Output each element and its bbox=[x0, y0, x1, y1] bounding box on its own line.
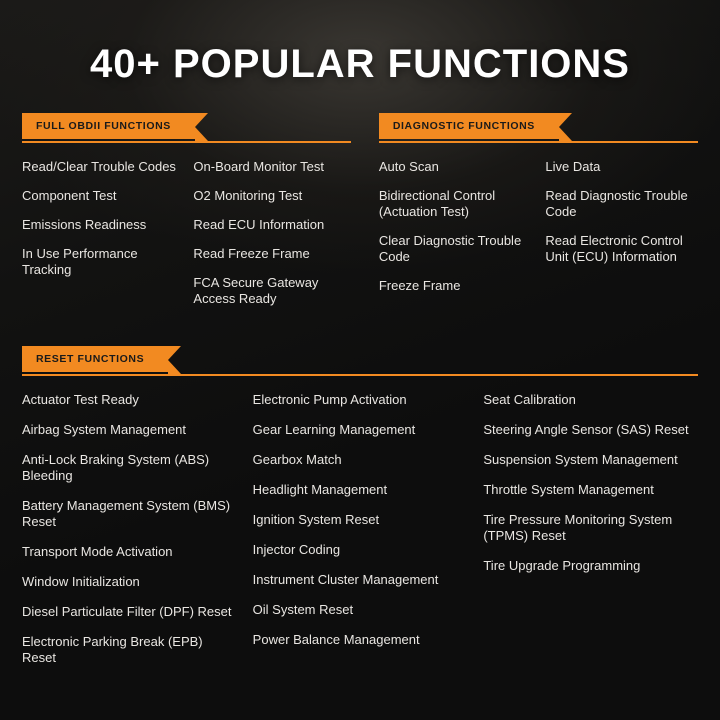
reset-column-2 bbox=[253, 392, 468, 680]
list-item: Anti-Lock Braking System (ABS) Bleeding bbox=[22, 452, 210, 483]
list-item: Gear Learning Management bbox=[252, 422, 416, 437]
list-item: Emissions Readiness bbox=[22, 217, 147, 232]
section-diagnostic-functions bbox=[379, 113, 698, 320]
full-obdii-columns bbox=[22, 159, 351, 320]
list-item: Oil System Reset bbox=[252, 602, 354, 617]
diagnostic-columns bbox=[379, 159, 698, 307]
section-reset-functions bbox=[0, 346, 720, 680]
list-item: Steering Angle Sensor (SAS) Reset bbox=[483, 422, 689, 437]
reset-column-3 bbox=[483, 392, 698, 680]
reset-column-1 bbox=[22, 392, 237, 680]
reset-columns bbox=[22, 392, 698, 680]
section-header-full-obdii bbox=[22, 113, 351, 143]
list-item: Window Initialization bbox=[22, 574, 140, 589]
section-underline-full-obdii bbox=[22, 141, 351, 143]
list-item: Read/Clear Trouble Codes bbox=[22, 159, 176, 174]
list-item: Actuator Test Ready bbox=[22, 392, 139, 407]
list-item: Component Test bbox=[22, 188, 117, 203]
list-item: Electronic Pump Activation bbox=[252, 392, 407, 407]
list-item: Battery Management System (BMS) Reset bbox=[22, 498, 231, 529]
list-item: On-Board Monitor Test bbox=[193, 159, 324, 174]
diagnostic-column-2 bbox=[545, 159, 698, 307]
list-item: Headlight Management bbox=[252, 482, 388, 497]
list-item: Read Electronic Control Unit (ECU) Information bbox=[545, 233, 683, 264]
list-item: Read Diagnostic Trouble Code bbox=[545, 188, 688, 219]
list-item: FCA Secure Gateway Access Ready bbox=[193, 275, 319, 306]
list-item: Suspension System Management bbox=[483, 452, 678, 467]
top-sections bbox=[0, 113, 720, 320]
list-item: Freeze Frame bbox=[378, 278, 461, 293]
list-item: Diesel Particulate Filter (DPF) Reset bbox=[22, 604, 232, 619]
list-item: Ignition System Reset bbox=[252, 512, 380, 527]
list-item: Throttle System Management bbox=[483, 482, 654, 497]
section-full-obdii-functions bbox=[22, 113, 351, 320]
list-item: Tire Upgrade Programming bbox=[483, 558, 641, 573]
list-item: Read ECU Information bbox=[193, 217, 325, 232]
full-obdii-column-2 bbox=[193, 159, 350, 320]
diagnostic-column-1 bbox=[379, 159, 532, 307]
section-label-reset: RESET FUNCTIONS bbox=[22, 346, 168, 372]
section-header-reset bbox=[22, 346, 698, 376]
section-label-diagnostic: DIAGNOSTIC FUNCTIONS bbox=[379, 113, 559, 139]
list-item: Injector Coding bbox=[252, 542, 341, 557]
list-item: Auto Scan bbox=[378, 159, 439, 174]
list-item: Airbag System Management bbox=[22, 422, 187, 437]
list-item: Power Balance Management bbox=[252, 632, 420, 647]
section-underline-diagnostic bbox=[379, 141, 698, 143]
list-item: Read Freeze Frame bbox=[193, 246, 310, 261]
list-item: Bidirectional Control (Actuation Test) bbox=[378, 188, 496, 219]
section-label-full-obdii: FULL OBDII FUNCTIONS bbox=[22, 113, 195, 139]
list-item: Transport Mode Activation bbox=[22, 544, 173, 559]
page-title: 40+ POPULAR FUNCTIONS bbox=[90, 42, 630, 86]
list-item: Seat Calibration bbox=[483, 392, 576, 407]
list-item: Instrument Cluster Management bbox=[252, 572, 439, 587]
list-item: O2 Monitoring Test bbox=[193, 188, 303, 203]
list-item: Gearbox Match bbox=[252, 452, 342, 467]
list-item: Tire Pressure Monitoring System (TPMS) Reset bbox=[483, 512, 673, 543]
list-item: Live Data bbox=[545, 159, 601, 174]
list-item: Electronic Parking Break (EPB) Reset bbox=[22, 634, 203, 665]
list-item: Clear Diagnostic Trouble Code bbox=[378, 233, 522, 264]
full-obdii-column-1 bbox=[22, 159, 179, 320]
list-item: In Use Performance Tracking bbox=[22, 246, 138, 277]
section-header-diagnostic bbox=[379, 113, 698, 143]
section-underline-reset bbox=[22, 374, 698, 376]
